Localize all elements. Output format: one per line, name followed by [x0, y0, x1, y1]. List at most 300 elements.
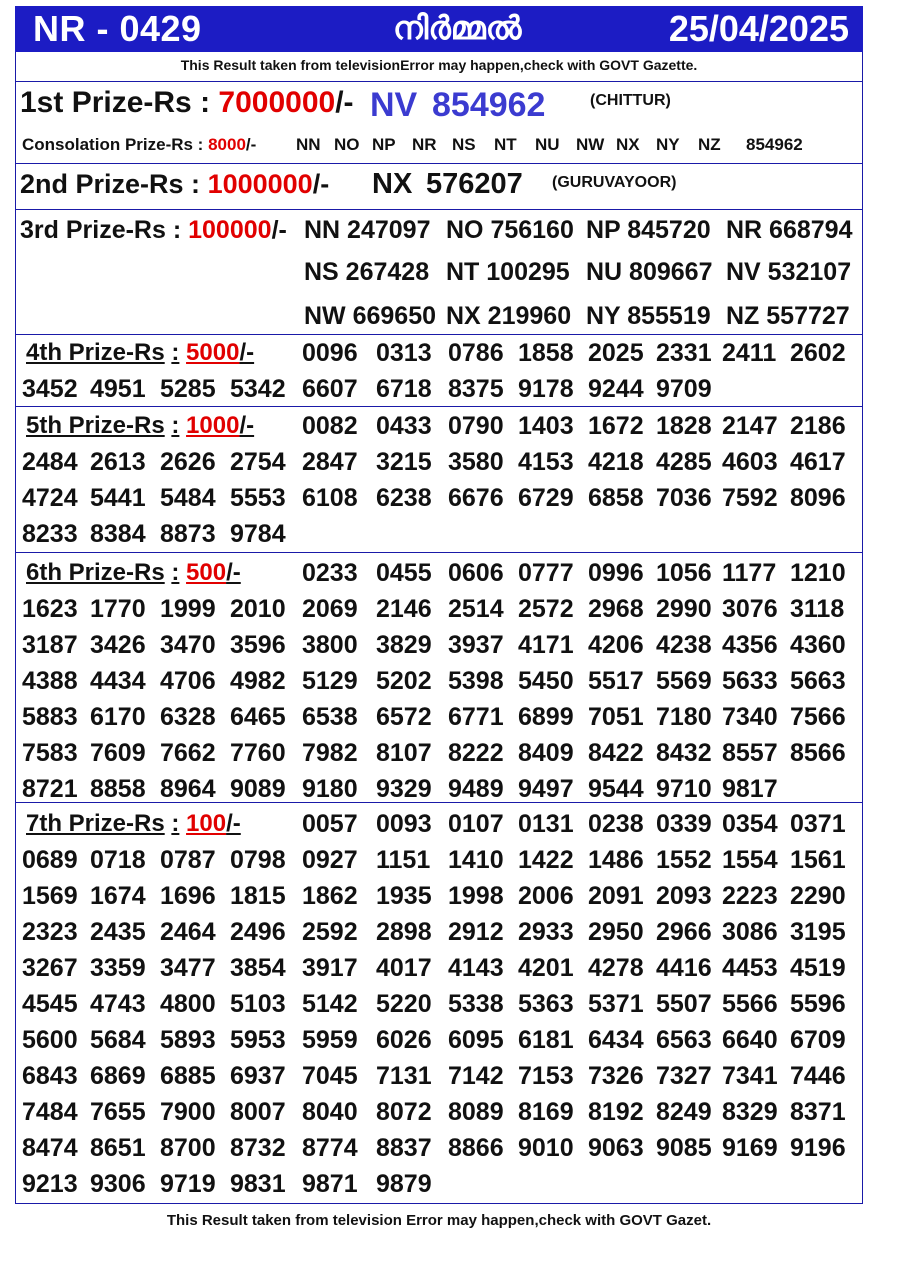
sixth-prize-number: 8721: [22, 775, 78, 803]
seventh-prize-number: 0689: [22, 846, 78, 874]
fifth-prize-number: 2613: [90, 448, 146, 476]
seventh-prize-number: 2898: [376, 918, 432, 946]
sixth-prize-number: 5450: [518, 667, 574, 695]
fifth-prize-number: 6858: [588, 484, 644, 512]
sixth-prize-number: 1770: [90, 595, 146, 623]
seventh-prize-number: 5596: [790, 990, 846, 1018]
seventh-prize-number: 6885: [160, 1062, 216, 1090]
fifth-prize-number: 2626: [160, 448, 216, 476]
third-prize-ticket: NR 668794: [726, 216, 853, 244]
consolation-series: NR: [412, 135, 437, 154]
seventh-prize-number: 1674: [90, 882, 146, 910]
sixth-prize-number: 2514: [448, 595, 504, 623]
seventh-prize-number: 3195: [790, 918, 846, 946]
divider: [15, 209, 863, 210]
seventh-prize-number: 8371: [790, 1098, 846, 1126]
seventh-prize-number: 1422: [518, 846, 574, 874]
seventh-prize-number: 1151: [376, 846, 431, 874]
fourth-prize-number: 9709: [656, 375, 712, 403]
fifth-prize-number: 8096: [790, 484, 846, 512]
seventh-prize-number: 2966: [656, 918, 712, 946]
divider: [862, 164, 863, 210]
sixth-prize-number: 1999: [160, 595, 216, 623]
sixth-prize-number: 8222: [448, 739, 504, 767]
sixth-prize-number: 8422: [588, 739, 644, 767]
sixth-prize-number: 5569: [656, 667, 712, 695]
seventh-prize-number: 2950: [588, 918, 644, 946]
sixth-prize-number: 2968: [588, 595, 644, 623]
fifth-prize-number: 0433: [376, 412, 432, 440]
fifth-prize-number: 1828: [656, 412, 712, 440]
sixth-prize-amount: 500: [186, 559, 227, 586]
sixth-prize-number: 8409: [518, 739, 574, 767]
fourth-prize-suffix: /-: [239, 339, 255, 366]
fourth-prize-number: 9244: [588, 375, 644, 403]
divider: [15, 164, 16, 210]
lottery-name: നിർമ്മൽ: [393, 10, 522, 46]
sixth-prize-number: 1056: [656, 559, 712, 587]
seventh-prize-number: 7655: [90, 1098, 146, 1126]
sixth-prize-number: 9710: [656, 775, 712, 803]
third-prize-ticket: NP 845720: [586, 216, 711, 244]
third-prize-ticket: NT 100295: [446, 258, 570, 286]
fourth-prize-label: 4th Prize-Rs: [26, 339, 165, 366]
sixth-prize-number: 5663: [790, 667, 846, 695]
sixth-prize-number: 7609: [90, 739, 146, 767]
seventh-prize-number: 5893: [160, 1026, 216, 1054]
second-prize-suffix: /-: [312, 169, 330, 199]
fifth-prize-number: 3215: [376, 448, 432, 476]
fifth-prize-heading: [26, 412, 254, 440]
consolation-series: NO: [334, 135, 360, 154]
sixth-prize-number: 6465: [230, 703, 286, 731]
seventh-prize-number: 1862: [302, 882, 358, 910]
fifth-prize-number: 6729: [518, 484, 574, 512]
second-prize-place: (GURUVAYOOR): [552, 174, 677, 191]
sixth-prize-number: 9489: [448, 775, 504, 803]
divider: [15, 406, 863, 407]
seventh-prize-number: 8837: [376, 1134, 432, 1162]
seventh-prize-number: 3854: [230, 954, 286, 982]
seventh-prize-number: 8192: [588, 1098, 644, 1126]
seventh-prize-number: 0107: [448, 810, 504, 838]
third-prize-ticket: NZ 557727: [726, 302, 850, 330]
fourth-prize-number: 6718: [376, 375, 432, 403]
fourth-prize-number: 2025: [588, 339, 644, 367]
sixth-prize-number: 9089: [230, 775, 286, 803]
sixth-prize-number: 4360: [790, 631, 846, 659]
second-prize-number: 576207: [426, 168, 523, 200]
fifth-prize-number: 4153: [518, 448, 574, 476]
seventh-prize-number: 8474: [22, 1134, 78, 1162]
sixth-prize-number: 6572: [376, 703, 432, 731]
sixth-prize-number: 4238: [656, 631, 712, 659]
seventh-prize-number: 0718: [90, 846, 146, 874]
seventh-prize-number: 4278: [588, 954, 644, 982]
seventh-prize-number: 9010: [518, 1134, 574, 1162]
seventh-prize-number: 3477: [160, 954, 216, 982]
fifth-prize-number: 1672: [588, 412, 644, 440]
sixth-prize-number: 9180: [302, 775, 358, 803]
sixth-prize-number: 6899: [518, 703, 574, 731]
first-prize-label: 1st Prize-Rs :: [20, 86, 211, 119]
seventh-prize-number: 5371: [588, 990, 644, 1018]
seventh-prize-number: 1486: [588, 846, 644, 874]
sixth-prize-number: 2069: [302, 595, 358, 623]
seventh-prize-number: 2933: [518, 918, 574, 946]
fourth-prize-number: 6607: [302, 375, 358, 403]
fifth-prize-number: 2484: [22, 448, 78, 476]
fifth-prize-number: 9784: [230, 520, 286, 548]
fourth-prize-number: 0313: [376, 339, 432, 367]
consolation-series: NT: [494, 135, 517, 154]
third-prize-ticket: NX 219960: [446, 302, 572, 330]
fifth-prize-number: 2754: [230, 448, 286, 476]
first-prize-amount: 7000000: [218, 86, 336, 119]
consolation-heading: [22, 135, 256, 155]
seventh-prize-number: 9196: [790, 1134, 846, 1162]
seventh-prize-number: 9085: [656, 1134, 712, 1162]
seventh-prize-number: 5566: [722, 990, 778, 1018]
third-prize-label: 3rd Prize-Rs :: [20, 216, 182, 244]
sixth-prize-number: 3187: [22, 631, 78, 659]
sixth-prize-number: 6538: [302, 703, 358, 731]
seventh-prize-number: 9306: [90, 1170, 146, 1198]
first-prize-series: NV: [370, 86, 418, 124]
consolation-series: NU: [535, 135, 560, 154]
seventh-prize-number: 6709: [790, 1026, 846, 1054]
sixth-prize-number: 5202: [376, 667, 432, 695]
seventh-prize-number: 8249: [656, 1098, 712, 1126]
seventh-prize-number: 5220: [376, 990, 432, 1018]
seventh-prize-number: 2323: [22, 918, 78, 946]
seventh-prize-number: 9719: [160, 1170, 216, 1198]
seventh-prize-number: 4416: [656, 954, 712, 982]
seventh-prize-number: 7142: [448, 1062, 504, 1090]
fifth-prize-number: 0082: [302, 412, 358, 440]
seventh-prize-number: 2093: [656, 882, 712, 910]
sixth-prize-number: 5883: [22, 703, 78, 731]
seventh-prize-number: 5600: [22, 1026, 78, 1054]
fourth-prize-number: 2411: [722, 339, 777, 367]
seventh-prize-number: 0238: [588, 810, 644, 838]
third-prize-ticket: NY 855519: [586, 302, 711, 330]
seventh-prize-number: 1998: [448, 882, 504, 910]
consolation-series: NY: [656, 135, 680, 154]
sixth-prize-sep: :: [171, 559, 180, 586]
seventh-prize-number: 2435: [90, 918, 146, 946]
fifth-prize-number: 8873: [160, 520, 216, 548]
sixth-prize-label: 6th Prize-Rs: [26, 559, 165, 586]
consolation-amount: 8000: [208, 135, 246, 154]
sixth-prize-number: 3426: [90, 631, 146, 659]
seventh-prize-number: 0787: [160, 846, 216, 874]
seventh-prize-amount: 100: [186, 810, 227, 837]
consolation-series: NN: [296, 135, 321, 154]
sixth-prize-number: 3118: [790, 595, 845, 623]
seventh-prize-number: 8007: [230, 1098, 286, 1126]
seventh-prize-number: 9879: [376, 1170, 432, 1198]
seventh-prize-number: 2290: [790, 882, 846, 910]
seventh-prize-number: 8169: [518, 1098, 574, 1126]
lottery-code: NR - 0429: [33, 8, 202, 49]
seventh-prize-number: 5103: [230, 990, 286, 1018]
fourth-prize-number: 9178: [518, 375, 574, 403]
third-prize-ticket: NS 267428: [304, 258, 430, 286]
divider: [15, 334, 863, 335]
consolation-label: Consolation Prize-Rs :: [22, 135, 204, 154]
divider: [15, 163, 863, 164]
seventh-prize-number: 5507: [656, 990, 712, 1018]
sixth-prize-number: 0777: [518, 559, 574, 587]
seventh-prize-number: 5953: [230, 1026, 286, 1054]
seventh-prize-number: 5142: [302, 990, 358, 1018]
seventh-prize-sep: :: [171, 810, 180, 837]
seventh-prize-number: 0057: [302, 810, 358, 838]
fourth-prize-number: 2602: [790, 339, 846, 367]
seventh-prize-number: 2912: [448, 918, 504, 946]
divider: [15, 552, 863, 553]
sixth-prize-number: 3829: [376, 631, 432, 659]
seventh-prize-number: 6640: [722, 1026, 778, 1054]
consolation-series: NW: [576, 135, 605, 154]
second-prize-amount: 1000000: [207, 169, 313, 199]
header-bar: [15, 6, 863, 52]
seventh-prize-number: 8040: [302, 1098, 358, 1126]
seventh-prize-number: 6843: [22, 1062, 78, 1090]
seventh-prize-number: 9063: [588, 1134, 644, 1162]
second-prize-label: 2nd Prize-Rs :: [20, 169, 201, 199]
fourth-prize-number: 0786: [448, 339, 504, 367]
fifth-prize-number: 8384: [90, 520, 146, 548]
fifth-prize-number: 4218: [588, 448, 644, 476]
fifth-prize-number: 6238: [376, 484, 432, 512]
fourth-prize-number: 4951: [90, 375, 146, 403]
consolation-number: 854962: [746, 135, 803, 154]
seventh-prize-number: 0927: [302, 846, 358, 874]
sixth-prize-number: 4434: [90, 667, 146, 695]
seventh-prize-number: 4453: [722, 954, 778, 982]
sixth-prize-number: 5517: [588, 667, 644, 695]
seventh-prize-number: 8700: [160, 1134, 216, 1162]
fifth-prize-number: 5553: [230, 484, 286, 512]
sixth-prize-number: 0606: [448, 559, 504, 587]
draw-date: 25/04/2025: [668, 8, 849, 49]
sixth-prize-number: 1210: [790, 559, 846, 587]
top-disclaimer: This Result taken from televisionError may happen,check with GOVT Gazette.: [180, 57, 698, 73]
sixth-prize-number: 3470: [160, 631, 216, 659]
first-prize-place: (CHITTUR): [590, 92, 671, 109]
seventh-prize-number: 6434: [588, 1026, 644, 1054]
seventh-prize-number: 0339: [656, 810, 712, 838]
consolation-series: NZ: [698, 135, 721, 154]
seventh-prize-number: 2496: [230, 918, 286, 946]
seventh-prize-number: 2223: [722, 882, 778, 910]
third-prize-ticket: NW 669650: [304, 302, 437, 330]
seventh-prize-number: 1561: [790, 846, 846, 874]
seventh-prize-number: 4143: [448, 954, 504, 982]
seventh-prize-number: 2464: [160, 918, 216, 946]
seventh-prize-label: 7th Prize-Rs: [26, 810, 165, 837]
seventh-prize-number: 5338: [448, 990, 504, 1018]
seventh-prize-number: 1569: [22, 882, 78, 910]
fifth-prize-number: 4617: [790, 448, 846, 476]
seventh-prize-number: 7446: [790, 1062, 846, 1090]
fifth-prize-number: 5441: [90, 484, 146, 512]
first-prize-suffix: /-: [335, 86, 354, 119]
sixth-prize-number: 5633: [722, 667, 778, 695]
sixth-prize-number: 4706: [160, 667, 216, 695]
seventh-prize-number: 2091: [588, 882, 644, 910]
seventh-prize-number: 7341: [722, 1062, 778, 1090]
seventh-prize-number: 7153: [518, 1062, 574, 1090]
seventh-prize-number: 3267: [22, 954, 78, 982]
sixth-prize-number: 4356: [722, 631, 778, 659]
seventh-prize-number: 1696: [160, 882, 216, 910]
seventh-prize-number: 7045: [302, 1062, 358, 1090]
third-prize-amount: 100000: [188, 216, 272, 244]
seventh-prize-number: 7484: [22, 1098, 78, 1126]
fourth-prize-number: 8375: [448, 375, 504, 403]
sixth-prize-number: 6328: [160, 703, 216, 731]
fourth-prize-number: 1858: [518, 339, 574, 367]
seventh-prize-number: 0798: [230, 846, 286, 874]
sixth-prize-suffix: /-: [226, 559, 241, 586]
sixth-prize-number: 1177: [722, 559, 777, 587]
fifth-prize-number: 5484: [160, 484, 216, 512]
sixth-prize-number: 3937: [448, 631, 504, 659]
sixth-prize-number: 0455: [376, 559, 432, 587]
seventh-prize-number: 3086: [722, 918, 778, 946]
seventh-prize-number: 6563: [656, 1026, 712, 1054]
sixth-prize-number: 1623: [22, 595, 78, 623]
third-prize-ticket: NO 756160: [446, 216, 574, 244]
sixth-prize-number: 8858: [90, 775, 146, 803]
fifth-prize-number: 0790: [448, 412, 504, 440]
sixth-prize-number: 7180: [656, 703, 712, 731]
third-prize-ticket: NU 809667: [586, 258, 713, 286]
fourth-prize-number: 5342: [230, 375, 286, 403]
seventh-prize-number: 4519: [790, 954, 846, 982]
seventh-prize-number: 8732: [230, 1134, 286, 1162]
sixth-prize-number: 2146: [376, 595, 432, 623]
sixth-prize-number: 6771: [448, 703, 504, 731]
seventh-prize-number: 0371: [790, 810, 846, 838]
seventh-prize-number: 4545: [22, 990, 78, 1018]
sixth-prize-heading: [26, 559, 241, 587]
seventh-prize-heading: [26, 810, 241, 838]
first-prize-number: 854962: [432, 86, 546, 124]
fifth-prize-number: 1403: [518, 412, 574, 440]
sixth-prize-number: 7760: [230, 739, 286, 767]
fifth-prize-suffix: /-: [239, 412, 255, 439]
divider: [15, 81, 863, 82]
seventh-prize-number: 1935: [376, 882, 432, 910]
fifth-prize-number: 3580: [448, 448, 504, 476]
seventh-prize-number: 3917: [302, 954, 358, 982]
third-prize-heading: [20, 216, 287, 245]
fourth-prize-sep: :: [171, 339, 180, 366]
sixth-prize-number: 3800: [302, 631, 358, 659]
fifth-prize-number: 6676: [448, 484, 504, 512]
seventh-prize-number: 1815: [230, 882, 286, 910]
sixth-prize-number: 4388: [22, 667, 78, 695]
seventh-prize-suffix: /-: [226, 810, 241, 837]
fifth-prize-number: 8233: [22, 520, 78, 548]
third-prize-ticket: NN 247097: [304, 216, 431, 244]
sixth-prize-number: 0233: [302, 559, 358, 587]
sixth-prize-number: 7566: [790, 703, 846, 731]
consolation-suffix: /-: [245, 135, 257, 154]
sixth-prize-number: 3076: [722, 595, 778, 623]
fifth-prize-number: 7036: [656, 484, 712, 512]
fifth-prize-number: 2186: [790, 412, 846, 440]
fourth-prize-number: 3452: [22, 375, 78, 403]
fourth-prize-number: 0096: [302, 339, 358, 367]
seventh-prize-number: 9169: [722, 1134, 778, 1162]
fifth-prize-number: 2147: [722, 412, 778, 440]
fifth-prize-number: 4724: [22, 484, 78, 512]
seventh-prize-number: 0354: [722, 810, 778, 838]
sixth-prize-number: 9544: [588, 775, 644, 803]
sixth-prize-number: 5129: [302, 667, 358, 695]
sixth-prize-number: 7051: [588, 703, 644, 731]
sixth-prize-number: 3596: [230, 631, 286, 659]
seventh-prize-number: 8866: [448, 1134, 504, 1162]
sixth-prize-number: 5398: [448, 667, 504, 695]
sixth-prize-number: 7662: [160, 739, 216, 767]
seventh-prize-number: 9831: [230, 1170, 286, 1198]
sixth-prize-number: 8432: [656, 739, 712, 767]
seventh-prize-number: 6937: [230, 1062, 286, 1090]
sixth-prize-number: 2990: [656, 595, 712, 623]
seventh-prize-number: 4017: [376, 954, 432, 982]
sixth-prize-number: 4206: [588, 631, 644, 659]
seventh-prize-number: 1554: [722, 846, 778, 874]
fifth-prize-number: 6108: [302, 484, 358, 512]
seventh-prize-number: 4201: [518, 954, 574, 982]
fourth-prize-number: 2331: [656, 339, 712, 367]
sixth-prize-number: 4982: [230, 667, 286, 695]
fourth-prize-heading: [26, 339, 254, 367]
seventh-prize-number: 0131: [518, 810, 574, 838]
seventh-prize-number: 4800: [160, 990, 216, 1018]
consolation-series: NP: [372, 135, 396, 154]
seventh-prize-number: 6869: [90, 1062, 146, 1090]
sixth-prize-number: 8964: [160, 775, 216, 803]
third-prize-suffix: /-: [271, 216, 287, 244]
fifth-prize-number: 4603: [722, 448, 778, 476]
seventh-prize-number: 5684: [90, 1026, 146, 1054]
seventh-prize-number: 5959: [302, 1026, 358, 1054]
fifth-prize-label: 5th Prize-Rs: [26, 412, 165, 439]
fifth-prize-sep: :: [171, 412, 180, 439]
sixth-prize-number: 9329: [376, 775, 432, 803]
seventh-prize-number: 7326: [588, 1062, 644, 1090]
fifth-prize-number: 7592: [722, 484, 778, 512]
sixth-prize-number: 2010: [230, 595, 286, 623]
fourth-prize-amount: 5000: [186, 339, 240, 366]
seventh-prize-number: 9871: [302, 1170, 358, 1198]
sixth-prize-number: 0996: [588, 559, 644, 587]
seventh-prize-number: 4743: [90, 990, 146, 1018]
first-prize-heading: [20, 86, 354, 120]
bottom-disclaimer: This Result taken from television Error may happen,check with GOVT Gazet.: [166, 1212, 712, 1229]
fifth-prize-amount: 1000: [186, 412, 240, 439]
second-prize-series: NX: [372, 168, 413, 200]
sixth-prize-number: 2572: [518, 595, 574, 623]
consolation-series: NS: [452, 135, 476, 154]
